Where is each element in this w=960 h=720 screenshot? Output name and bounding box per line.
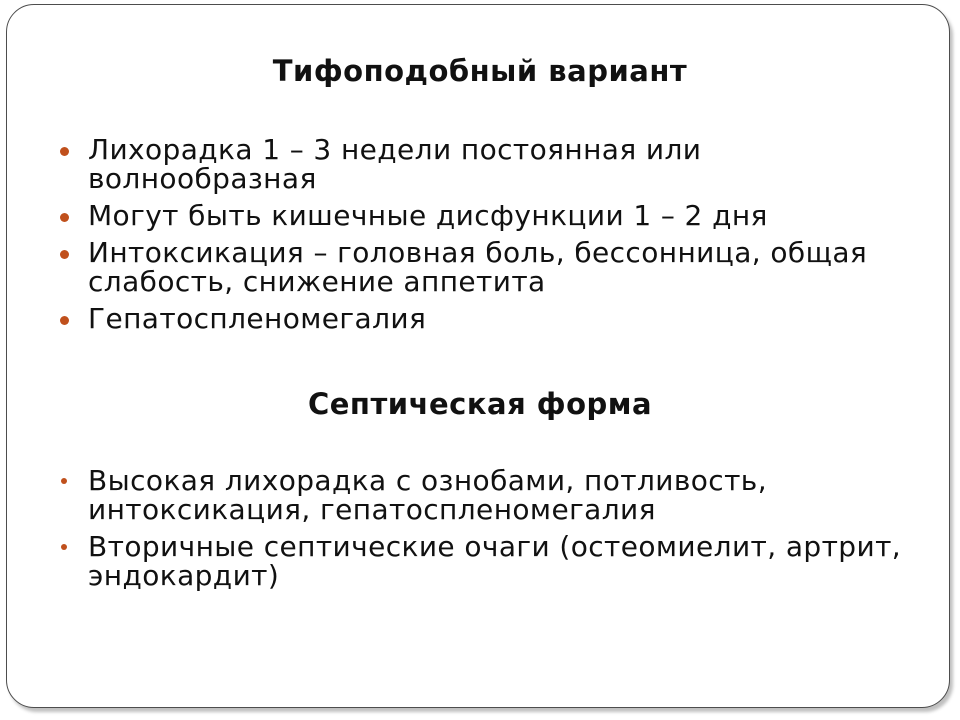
section-title-typhoid-variant: Тифоподобный вариант [272,54,688,88]
list-item [58,304,918,333]
bullet-text: Высокая лихорадка с ознобами, потливость, интоксикация, гепатоспленомегалия [88,464,767,526]
list-item [58,532,918,590]
bullet-text: Могут быть кишечные дисфункции 1 – 2 дня [88,199,768,232]
bullet-text: Лихорадка 1 – 3 недели постоянная или волнообразная [88,133,702,195]
bullet-text: Вторичные септические очаги (остеомиелит, артрит, эндокардит) [88,530,902,592]
bullet-text: Гепатоспленомегалия [88,302,427,335]
list-item [58,238,918,296]
slide-frame [6,4,950,708]
bullet-icon [61,478,67,484]
bullet-icon [60,213,69,222]
bullet-icon [60,250,69,259]
bullet-text: Интоксикация – головная боль, бессонница, общая слабость, снижение аппетита [88,236,868,298]
section-title-septic-form: Септическая форма [307,387,653,421]
bullet-icon [60,147,69,156]
bullet-icon [60,316,69,325]
bullet-icon [61,544,67,550]
list-item [58,466,918,524]
bullet-list-septic-form [58,466,918,598]
bullet-list-typhoid-variant [58,135,918,341]
list-item [58,201,918,230]
list-item [58,135,918,193]
